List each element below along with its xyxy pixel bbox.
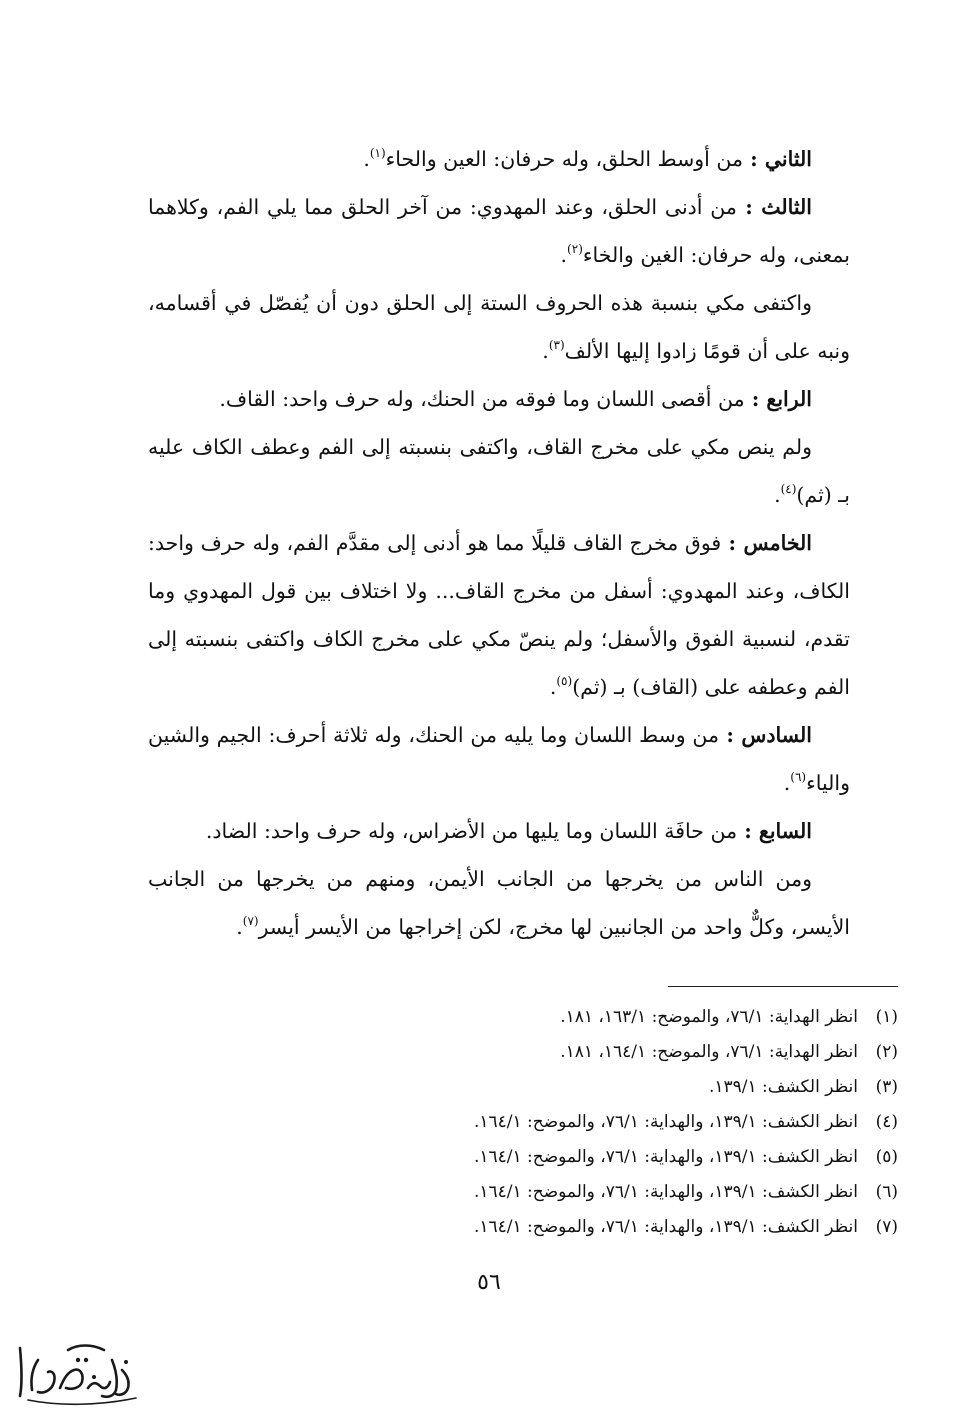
term-separator: :	[719, 723, 742, 747]
paragraph-qaf-note	[148, 423, 850, 519]
paragraph-third	[148, 183, 850, 279]
footnote-item	[148, 1210, 898, 1245]
footnote-item	[148, 1000, 898, 1035]
paragraph-text: ولم ينص مكي على مخرج القاف، واكتفى بنسبته إلى الفم وعطف الكاف عليه بـ (ثم)	[148, 435, 850, 507]
paragraph-text: من أدنى الحلق، وعند المهدوي: من آخر الحلق مما يلي الفم، وكلاهما بمعنى، وله حرفان: الغين والخاء	[148, 195, 850, 267]
page-number: ٥٦	[477, 1270, 501, 1295]
footnote-number: (١)	[875, 1007, 898, 1027]
term-separator: :	[744, 387, 767, 411]
paragraph-dad-note	[148, 855, 850, 951]
footnote-text: انظر الكشف: ١٣٩/١، والهداية: ٧٦/١، والموضح: ١٦٤/١.	[473, 1217, 858, 1237]
paragraph-text: من أقصى اللسان وما فوقه من الحنك، وله حرف واحد: القاف.	[219, 387, 745, 411]
footnote-item	[148, 1035, 898, 1070]
paragraph-makki-note	[148, 279, 850, 375]
footnote-text: انظر الكشف: ١٣٩/١.	[708, 1077, 858, 1097]
footnote-number: (٢)	[875, 1042, 898, 1062]
footnote-text: انظر الكشف: ١٣٩/١، والهداية: ٧٦/١، والموضح: ١٦٤/١.	[473, 1112, 858, 1132]
paragraph-second	[148, 135, 850, 183]
footnote-ref[interactable]: (٤)	[780, 482, 797, 496]
paragraph-sixth	[148, 711, 850, 807]
footnote-number: (٤)	[875, 1112, 898, 1132]
paragraph-end: .	[774, 483, 781, 507]
footnote-ref[interactable]: (٧)	[242, 914, 259, 928]
term-separator: :	[736, 195, 762, 219]
term-separator: :	[737, 819, 759, 843]
paragraph-fourth	[148, 375, 850, 423]
calligraphic-stamp-icon	[8, 1330, 148, 1410]
paragraph-text: واكتفى مكي بنسبة هذه الحروف الستة إلى الحلق دون أن يُفصّل في أقسامه، ونبه على أن قومًا زادوا إليها الألف	[148, 291, 850, 363]
footnote-ref[interactable]: (٦)	[790, 770, 807, 784]
footnote-text: انظر الكشف: ١٣٩/١، والهداية: ٧٦/١، والموضح: ١٦٤/١.	[473, 1147, 858, 1167]
paragraph-text: من حافَة اللسان وما يليها من الأضراس، وله حرف واحد: الضاد.	[205, 819, 738, 843]
paragraph-text: فوق مخرج القاف قليلًا مما هو أدنى إلى مقدَّم الفم، وله حرف واحد: الكاف، وعند المهدوي: أسفل من مخرج القاف... ولا اختلاف بين قول المهدوي وما تقدم، لنسبية الفوق والأسفل؛ ولم ينصّ مكي على مخرج الكاف واكتفى بنسبته إلى الفم وعطفه على (القاف) بـ (ثم)	[148, 531, 850, 699]
paragraph-end: .	[236, 915, 243, 939]
term-label: الخامس	[743, 531, 812, 555]
paragraph-fifth	[148, 519, 850, 711]
paragraph-text: من وسط اللسان وما يليه من الحنك، وله ثلاثة أحرف: الجيم والشين والياء	[148, 723, 850, 795]
paragraph-end: .	[542, 339, 549, 363]
term-label: السابع	[758, 819, 812, 843]
paragraph-seventh	[148, 807, 850, 855]
footnote-text: انظر الهداية: ٧٦/١، والموضح: ١٦٤/١، ١٨١.	[560, 1042, 858, 1062]
term-separator: :	[742, 147, 765, 171]
footnote-number: (٥)	[875, 1147, 898, 1167]
footnote-item	[148, 1105, 898, 1140]
term-label: الثاني	[764, 147, 812, 171]
paragraph-end: .	[560, 243, 568, 267]
footnote-item	[148, 1175, 898, 1210]
footnote-divider	[668, 986, 898, 987]
footnote-item	[148, 1140, 898, 1175]
footnote-number: (٦)	[875, 1182, 898, 1202]
footnotes-list	[148, 1000, 898, 1245]
paragraph-text: ومن الناس من يخرجها من الجانب الأيمن، ومنهم من يخرجها من الجانب الأيسر، وكلٌّ واحد من الجانبين لها مخرج، لكن إخراجها من الأيسر أيسر	[148, 867, 850, 939]
footnote-ref[interactable]: (٣)	[548, 338, 565, 352]
paragraph-end: .	[783, 771, 791, 795]
term-label: الثالث	[761, 195, 812, 219]
term-label: الرابع	[766, 387, 812, 411]
term-label: السادس	[741, 723, 812, 747]
footnote-ref[interactable]: (٢)	[567, 242, 583, 256]
footnote-item	[148, 1070, 898, 1105]
body-text	[148, 135, 850, 951]
footnote-number: (٣)	[875, 1077, 898, 1097]
footnote-ref[interactable]: (٥)	[556, 674, 573, 688]
paragraph-text: من أوسط الحلق، وله حرفان: العين والحاء	[385, 147, 743, 171]
paragraph-end: .	[549, 675, 557, 699]
paragraph-end: .	[363, 147, 370, 171]
footnote-text: انظر الهداية: ٧٦/١، والموضح: ١٦٣/١، ١٨١.	[560, 1007, 858, 1027]
footnote-ref[interactable]: (١)	[369, 146, 386, 160]
term-separator: :	[721, 531, 744, 555]
footnote-number: (٧)	[875, 1217, 898, 1237]
footnote-text: انظر الكشف: ١٣٩/١، والهداية: ٧٦/١، والموضح: ١٦٤/١.	[473, 1182, 858, 1202]
